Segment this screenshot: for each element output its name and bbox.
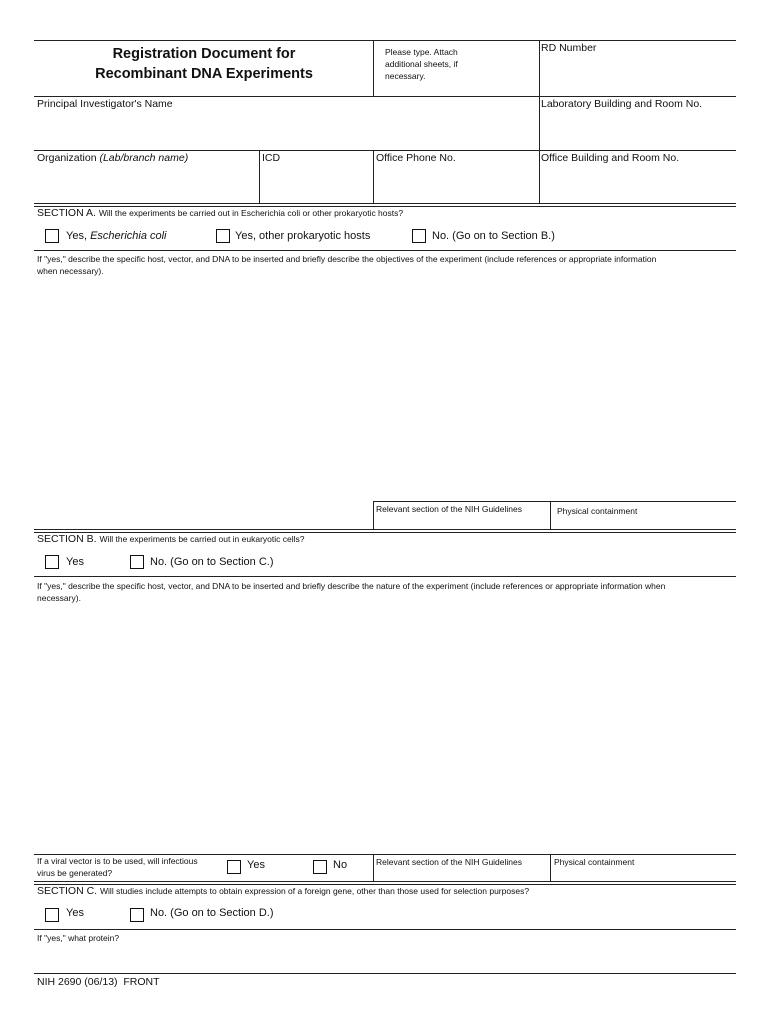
section-c-question: Will studies include attempts to obtain expression of a foreign gene, other than those used for selection purposes? [100, 886, 530, 896]
pi-name-label: Principal Investigator's Name [37, 98, 173, 110]
divider [373, 40, 374, 96]
section-c-no-checkbox[interactable] [130, 908, 144, 922]
pi-name-field[interactable] [36, 112, 536, 148]
organization-hint: (Lab/branch name) [99, 152, 189, 164]
section-a-nih-label: Relevant section of the NIH Guidelines [376, 504, 522, 514]
icd-field[interactable] [262, 166, 370, 202]
section-c-heading [37, 885, 529, 897]
section-a-title: SECTION A. [37, 207, 96, 219]
office-building-room-label: Office Building and Room No. [541, 152, 680, 164]
section-a-no-label: No. (Go on to Section B.) [432, 230, 555, 242]
ecoli-text: Escherichia coli [90, 230, 167, 242]
viral-yes-label: Yes [247, 859, 265, 871]
row-rule [34, 250, 736, 251]
section-a-no-checkbox[interactable] [412, 229, 426, 243]
row-rule [34, 96, 736, 97]
section-a-yes-ecoli-checkbox[interactable] [45, 229, 59, 243]
section-b-title: SECTION B. [37, 533, 97, 545]
yes-prefix: Yes, [66, 230, 88, 242]
office-phone-field[interactable] [376, 166, 536, 202]
section-b-containment-label: Physical containment [554, 857, 635, 867]
form-title-line2: Recombinant DNA Experiments [95, 66, 313, 82]
section-a-description-field[interactable] [36, 282, 734, 498]
divider [539, 40, 540, 150]
section-a-containment-label: Physical containment [557, 506, 638, 516]
section-a-question: Will the experiments be carried out in Escherichia coli or other prokaryotic hosts? [98, 208, 404, 218]
divider [373, 854, 374, 881]
viral-no-checkbox[interactable] [313, 860, 327, 874]
rd-number-label: RD Number [541, 42, 597, 54]
organization-text: Organization [37, 152, 97, 164]
section-b-yes-checkbox[interactable] [45, 555, 59, 569]
office-building-room-field[interactable] [541, 166, 735, 202]
form-id: NIH 2690 (06/13) FRONT [37, 976, 160, 988]
lab-building-room-field[interactable] [541, 112, 735, 148]
section-b-description-field[interactable] [36, 608, 734, 850]
viral-vector-question: If a viral vector is to be used, will infectious virus be generated? [37, 856, 198, 878]
row-rule [34, 576, 736, 577]
section-c-title: SECTION C. [37, 885, 98, 897]
divider [373, 150, 374, 204]
top-rule [34, 40, 736, 41]
section-c-protein-field[interactable] [36, 946, 734, 970]
office-phone-label: Office Phone No. [376, 152, 456, 164]
section-b-no-label: No. (Go on to Section C.) [150, 556, 274, 568]
section-b-question: Will the experiments be carried out in eukaryotic cells? [99, 534, 305, 544]
divider [373, 501, 374, 529]
row-rule [34, 150, 736, 151]
section-a-instruction: If "yes," describe the specific host, vector, and DNA to be inserted and briefly describe the objectives of the experiment (include references or appropriate information when necessary). [37, 254, 657, 276]
section-a-yes-ecoli-label [66, 230, 167, 242]
instructions-note: Please type. Attach additional sheets, if necessary. [385, 47, 458, 81]
icd-label: ICD [262, 152, 281, 164]
viral-yes-checkbox[interactable] [227, 860, 241, 874]
section-a-yes-other-label: Yes, other prokaryotic hosts [235, 230, 371, 242]
section-c-instruction: If "yes," what protein? [37, 933, 120, 943]
divider [550, 854, 551, 881]
section-b-yes-label: Yes [66, 556, 84, 568]
section-b-heading [37, 533, 304, 545]
row-rule [34, 929, 736, 930]
form-title [34, 44, 374, 84]
rd-number-field[interactable] [541, 56, 735, 94]
lab-building-room-label: Laboratory Building and Room No. [541, 98, 703, 110]
section-b-instruction: If "yes," describe the specific host, vector, and DNA to be inserted and briefly describe the nature of the experiment (include references or appropriate information when necessary). [37, 581, 666, 603]
section-c-yes-checkbox[interactable] [45, 908, 59, 922]
section-c-yes-label: Yes [66, 907, 84, 919]
viral-no-label: No [333, 859, 348, 871]
bottom-rule [34, 973, 736, 974]
organization-field[interactable] [36, 166, 258, 202]
form-title-line1: Registration Document for [112, 46, 296, 62]
section-b-nih-label: Relevant section of the NIH Guidelines [376, 857, 522, 867]
divider [539, 150, 540, 204]
organization-label [37, 152, 188, 164]
row-rule [373, 501, 736, 502]
divider [259, 150, 260, 204]
section-a-heading [37, 207, 403, 219]
section-b-no-checkbox[interactable] [130, 555, 144, 569]
section-a-yes-other-checkbox[interactable] [216, 229, 230, 243]
section-c-no-label: No. (Go on to Section D.) [150, 907, 274, 919]
divider [550, 501, 551, 529]
